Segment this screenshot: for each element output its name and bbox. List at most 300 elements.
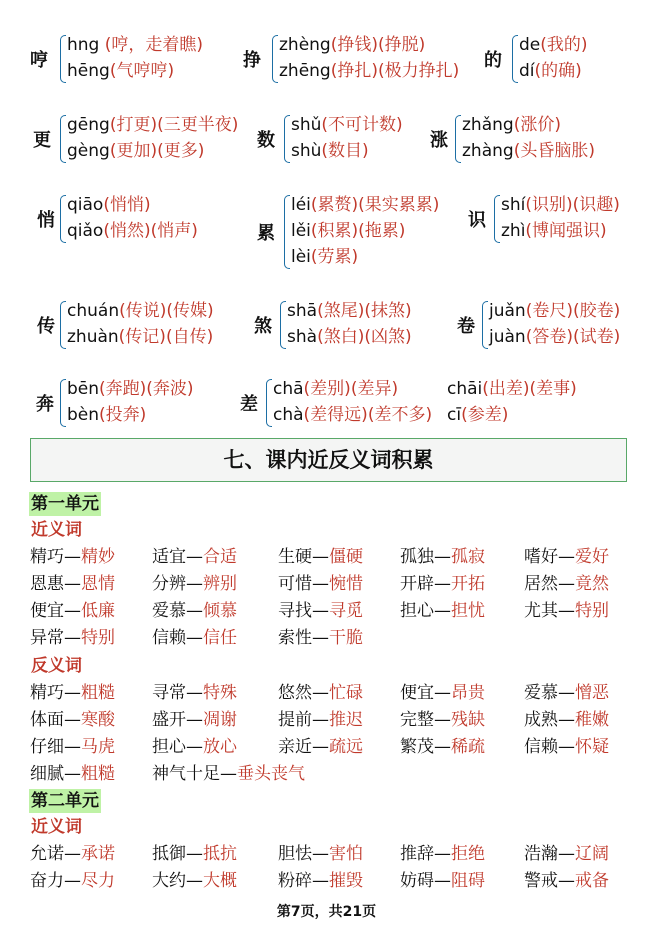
paired-word: 爱好	[575, 547, 609, 567]
paired-word: 僵硬	[329, 547, 363, 567]
word: 精巧	[30, 683, 64, 703]
word-pair	[278, 868, 363, 894]
pinyin: hng	[67, 35, 105, 55]
dash: —	[64, 547, 81, 567]
paired-word: 稀疏	[451, 737, 485, 757]
paired-word: 憎恶	[575, 683, 609, 703]
example-word: (博闻强识)	[525, 221, 607, 241]
word: 繁茂	[400, 737, 434, 757]
word-pair	[152, 734, 237, 760]
pinyin: qiāo	[67, 195, 104, 215]
pinyin: shù	[291, 141, 322, 161]
pinyin: chā	[273, 379, 304, 399]
word-pair	[278, 544, 363, 570]
dash: —	[558, 601, 575, 621]
pinyin-line	[67, 112, 238, 138]
dash: —	[434, 574, 451, 594]
pinyin: chà	[273, 405, 304, 425]
word-pair	[524, 571, 609, 597]
example-word: (劳累)	[310, 247, 359, 267]
word: 索性	[278, 628, 312, 648]
brace-line	[60, 35, 66, 83]
paired-word: 特殊	[203, 683, 237, 703]
word: 完整	[400, 710, 434, 730]
paired-word: 阻碍	[451, 871, 485, 891]
word: 分辨	[152, 574, 186, 594]
word: 嗜好	[524, 547, 558, 567]
word-row	[30, 761, 640, 787]
example-word: (卷尺)	[525, 301, 573, 321]
pinyin-line	[273, 376, 398, 402]
word: 便宜	[400, 683, 434, 703]
example-word: (传媒)	[166, 301, 214, 321]
dash: —	[558, 710, 575, 730]
dash: —	[64, 844, 81, 864]
pinyin: lěi	[291, 221, 311, 241]
section-title: 七、课内近反义词积累	[30, 438, 627, 482]
example-word: (差异)	[350, 379, 399, 399]
pinyin: zhǎng	[462, 115, 514, 135]
word-pair	[400, 707, 485, 733]
word-row	[30, 598, 640, 624]
pinyin: shí	[501, 195, 526, 215]
paired-word: 辽阔	[575, 844, 609, 864]
word-pair	[524, 734, 609, 760]
pinyin-line	[501, 192, 620, 218]
paired-word: 大概	[203, 871, 237, 891]
word-pair	[30, 544, 115, 570]
dash: —	[186, 683, 203, 703]
word: 推辞	[400, 844, 434, 864]
paired-word: 孤寂	[451, 547, 485, 567]
dash: —	[558, 683, 575, 703]
example-word: (差事)	[529, 379, 577, 399]
pinyin: juǎn	[489, 301, 526, 321]
example-word: (胶卷)	[572, 301, 621, 321]
pinyin-line	[291, 218, 405, 244]
dash: —	[186, 574, 203, 594]
example-word: (挣钱)	[330, 35, 378, 55]
word: 信赖	[524, 737, 558, 757]
dash: —	[312, 547, 329, 567]
pinyin: léi	[291, 195, 311, 215]
paired-word: 寻觅	[329, 601, 363, 621]
pinyin: zhèng	[279, 35, 331, 55]
example-word: (累赘)	[310, 195, 359, 215]
paired-word: 怀疑	[575, 737, 609, 757]
pinyin: zhì	[501, 221, 526, 241]
dash: —	[312, 574, 329, 594]
paired-word: 低廉	[81, 601, 115, 621]
example-word: (传说)	[119, 301, 167, 321]
dash: —	[186, 547, 203, 567]
example-word: (挣扎)	[330, 61, 378, 81]
word-pair	[278, 734, 363, 760]
word: 警戒	[524, 871, 558, 891]
pinyin: shā	[287, 301, 318, 321]
pinyin: gēng	[67, 115, 110, 135]
word: 异常	[30, 628, 64, 648]
dash: —	[434, 710, 451, 730]
polyphonic-char: 累	[257, 223, 275, 244]
word-pair	[278, 707, 363, 733]
polyphonic-char: 奔	[36, 394, 54, 415]
word-pair	[400, 734, 485, 760]
brace-line	[284, 195, 290, 269]
pinyin: zhàng	[462, 141, 514, 161]
word-pair	[400, 571, 485, 597]
example-word: (拖累)	[358, 221, 406, 241]
paired-word: 害怕	[329, 844, 363, 864]
word-row	[30, 841, 640, 867]
example-word: (投奔)	[99, 405, 147, 425]
word-pair	[524, 680, 609, 706]
example-word: (更多)	[157, 141, 205, 161]
example-word: (三更半夜)	[157, 115, 239, 135]
brace-line	[494, 195, 500, 243]
example-word: (果实累累)	[358, 195, 440, 215]
word-pair	[524, 868, 609, 894]
word: 亲近	[278, 737, 312, 757]
pinyin-line	[447, 376, 577, 402]
example-word: (奔跑)	[99, 379, 147, 399]
paired-word: 辨别	[203, 574, 237, 594]
example-word: (传记)	[118, 327, 166, 347]
pinyin: zhuàn	[67, 327, 119, 347]
example-word: (差别)	[303, 379, 351, 399]
paired-word: 凋谢	[203, 710, 237, 730]
word: 便宜	[30, 601, 64, 621]
polyphonic-char: 哼	[30, 50, 48, 71]
word-pair	[30, 625, 115, 651]
example-word: (悄声)	[150, 221, 198, 241]
dash: —	[434, 737, 451, 757]
pinyin-line	[279, 32, 425, 58]
word-pair	[30, 841, 115, 867]
word: 奋力	[30, 871, 64, 891]
dash: —	[64, 683, 81, 703]
word: 信赖	[152, 628, 186, 648]
dash: —	[186, 844, 203, 864]
dash: —	[186, 871, 203, 891]
example-word: (奔波)	[146, 379, 194, 399]
example-word: (的确)	[534, 61, 582, 81]
brace-line	[266, 379, 272, 427]
polyphonic-char: 识	[468, 210, 486, 231]
dash: —	[434, 871, 451, 891]
paired-word: 惋惜	[329, 574, 363, 594]
paired-word: 忙碌	[329, 683, 363, 703]
pinyin-line	[291, 192, 439, 218]
paired-word: 粗糙	[81, 764, 115, 784]
dash: —	[220, 764, 237, 784]
word: 体面	[30, 710, 64, 730]
unit1-synonym-label: 近义词	[31, 520, 82, 540]
word-row	[30, 707, 640, 733]
dash: —	[558, 737, 575, 757]
polyphonic-char: 卷	[457, 316, 475, 337]
paired-word: 竟然	[575, 574, 609, 594]
word: 精巧	[30, 547, 64, 567]
dash: —	[186, 737, 203, 757]
word: 允诺	[30, 844, 64, 864]
word-pair	[278, 841, 363, 867]
pinyin-line	[67, 192, 151, 218]
word: 悠然	[278, 683, 312, 703]
word: 神气十足	[152, 764, 220, 784]
word-row	[30, 734, 640, 760]
example-word: (出差)	[482, 379, 530, 399]
word: 细腻	[30, 764, 64, 784]
pinyin: de	[519, 35, 541, 55]
polyphonic-char: 数	[257, 130, 275, 151]
word-pair	[524, 841, 609, 867]
pinyin: bēn	[67, 379, 100, 399]
paired-word: 寒酸	[81, 710, 115, 730]
dash: —	[434, 601, 451, 621]
paired-word: 稚嫩	[575, 710, 609, 730]
paired-word: 垂头丧气	[237, 764, 305, 784]
paired-word: 粗糙	[81, 683, 115, 703]
example-word: (差不多)	[367, 405, 433, 425]
unit2-synonym-label: 近义词	[31, 817, 82, 837]
dash: —	[434, 547, 451, 567]
dash: —	[558, 547, 575, 567]
dash: —	[64, 574, 81, 594]
word-pair	[400, 841, 485, 867]
word: 仔细	[30, 737, 64, 757]
paired-word: 合适	[203, 547, 237, 567]
word-pair	[400, 598, 485, 624]
paired-word: 尽力	[81, 871, 115, 891]
brace-line	[280, 301, 286, 349]
dash: —	[186, 601, 203, 621]
brace-line	[512, 35, 518, 83]
paired-word: 担忧	[451, 601, 485, 621]
pinyin-line	[462, 138, 595, 164]
dash: —	[312, 710, 329, 730]
example-word: (数目)	[321, 141, 369, 161]
pinyin: shà	[287, 327, 318, 347]
word-pair	[152, 841, 237, 867]
pinyin-line	[447, 402, 508, 428]
word: 爱慕	[152, 601, 186, 621]
pinyin: lèi	[291, 247, 311, 267]
word: 开辟	[400, 574, 434, 594]
pinyin-line	[67, 298, 214, 324]
pinyin: chuán	[67, 301, 120, 321]
example-word: (气哼哼)	[109, 61, 175, 81]
word: 妨碍	[400, 871, 434, 891]
word: 提前	[278, 710, 312, 730]
example-word: (差得远)	[303, 405, 368, 425]
word-pair	[152, 598, 237, 624]
dash: —	[186, 710, 203, 730]
word-pair	[152, 544, 237, 570]
pinyin-line	[67, 32, 203, 58]
word-pair	[152, 868, 237, 894]
example-word: (哼，走着瞧)	[104, 35, 204, 55]
brace-line	[455, 115, 461, 163]
polyphonic-char: 更	[33, 130, 51, 151]
word-pair	[152, 571, 237, 597]
dash: —	[64, 601, 81, 621]
pinyin: chāi	[447, 379, 483, 399]
pinyin-line	[279, 58, 459, 84]
unit1-label: 第一单元	[31, 494, 99, 514]
polyphonic-char: 涨	[430, 130, 448, 151]
example-word: (更加)	[109, 141, 158, 161]
word: 担心	[152, 737, 186, 757]
example-word: (挣脱)	[378, 35, 426, 55]
example-word: (参差)	[461, 405, 509, 425]
word: 抵御	[152, 844, 186, 864]
example-word: (抹煞)	[364, 301, 412, 321]
pinyin-line	[519, 32, 588, 58]
word-row	[30, 868, 640, 894]
pinyin: zhēng	[279, 61, 331, 81]
example-word: (涨价)	[513, 115, 561, 135]
pinyin-line	[67, 376, 194, 402]
example-word: (打更)	[109, 115, 158, 135]
word-row	[30, 680, 640, 706]
dash: —	[558, 574, 575, 594]
pinyin-line	[489, 298, 620, 324]
paired-word: 特别	[575, 601, 609, 621]
pinyin-line	[291, 112, 403, 138]
paired-word: 残缺	[451, 710, 485, 730]
word-pair	[152, 761, 305, 787]
word: 爱慕	[524, 683, 558, 703]
word: 寻找	[278, 601, 312, 621]
dash: —	[312, 601, 329, 621]
word-pair	[30, 680, 115, 706]
word-pair	[400, 680, 485, 706]
paired-word: 恩情	[81, 574, 115, 594]
dash: —	[64, 710, 81, 730]
pinyin-line	[501, 218, 607, 244]
word: 担心	[400, 601, 434, 621]
word: 可惜	[278, 574, 312, 594]
paired-word: 精妙	[81, 547, 115, 567]
brace-line	[60, 379, 66, 427]
word: 尤其	[524, 601, 558, 621]
word-row	[30, 571, 640, 597]
pinyin-line	[291, 138, 369, 164]
polyphonic-char: 悄	[37, 210, 55, 231]
word-pair	[278, 598, 363, 624]
example-word: (识别)	[525, 195, 573, 215]
word-pair	[400, 868, 485, 894]
page-footer: 第7页，共21页	[276, 904, 377, 920]
pinyin-line	[67, 402, 146, 428]
word-pair	[278, 625, 363, 651]
pinyin: juàn	[489, 327, 526, 347]
word: 浩瀚	[524, 844, 558, 864]
example-word: (极力挣扎)	[378, 61, 460, 81]
word-pair	[278, 680, 363, 706]
pinyin: cī	[447, 405, 462, 425]
word: 适宜	[152, 547, 186, 567]
pinyin: bèn	[67, 405, 100, 425]
pinyin-line	[67, 58, 174, 84]
dash: —	[312, 737, 329, 757]
example-word: (悄悄)	[103, 195, 151, 215]
dash: —	[64, 764, 81, 784]
example-word: (不可计数)	[321, 115, 403, 135]
word-pair	[400, 544, 485, 570]
word-pair	[152, 707, 237, 733]
paired-word: 马虎	[81, 737, 115, 757]
paired-word: 放心	[203, 737, 237, 757]
example-word: (自传)	[165, 327, 214, 347]
pinyin-line	[287, 298, 412, 324]
word-row	[30, 544, 640, 570]
brace-line	[482, 301, 488, 349]
word-pair	[30, 598, 115, 624]
word-pair	[152, 625, 237, 651]
word: 胆怯	[278, 844, 312, 864]
example-word: (凶煞)	[364, 327, 412, 347]
word-pair	[278, 571, 363, 597]
pinyin-line	[519, 58, 582, 84]
unit2-label: 第二单元	[31, 791, 99, 811]
word-pair	[524, 598, 609, 624]
dash: —	[186, 628, 203, 648]
word: 成熟	[524, 710, 558, 730]
brace-line	[284, 115, 290, 163]
example-word: (积累)	[310, 221, 359, 241]
dash: —	[434, 683, 451, 703]
word: 盛开	[152, 710, 186, 730]
word: 居然	[524, 574, 558, 594]
paired-word: 特别	[81, 628, 115, 648]
word-pair	[30, 571, 115, 597]
paired-word: 承诺	[81, 844, 115, 864]
dash: —	[64, 871, 81, 891]
example-word: (煞白)	[317, 327, 365, 347]
word: 寻常	[152, 683, 186, 703]
unit1-antonym-label: 反义词	[31, 656, 82, 676]
pinyin-line	[462, 112, 561, 138]
pinyin-line	[67, 218, 198, 244]
brace-line	[60, 115, 66, 163]
example-word: (答卷)	[525, 327, 573, 347]
pinyin-line	[273, 402, 432, 428]
example-word: (煞尾)	[317, 301, 365, 321]
pinyin: gèng	[67, 141, 110, 161]
word: 恩惠	[30, 574, 64, 594]
dash: —	[434, 844, 451, 864]
word-pair	[30, 761, 115, 787]
paired-word: 倾慕	[203, 601, 237, 621]
example-word: (我的)	[540, 35, 588, 55]
dash: —	[312, 871, 329, 891]
brace-line	[60, 301, 66, 349]
word-pair	[30, 707, 115, 733]
paired-word: 推迟	[329, 710, 363, 730]
pinyin: shǔ	[291, 115, 322, 135]
word-pair	[152, 680, 237, 706]
paired-word: 干脆	[329, 628, 363, 648]
dash: —	[312, 628, 329, 648]
word-row	[30, 625, 640, 651]
dash: —	[312, 683, 329, 703]
pinyin-line	[67, 324, 213, 350]
brace-line	[272, 35, 278, 83]
pinyin-line	[67, 138, 204, 164]
paired-word: 疏远	[329, 737, 363, 757]
